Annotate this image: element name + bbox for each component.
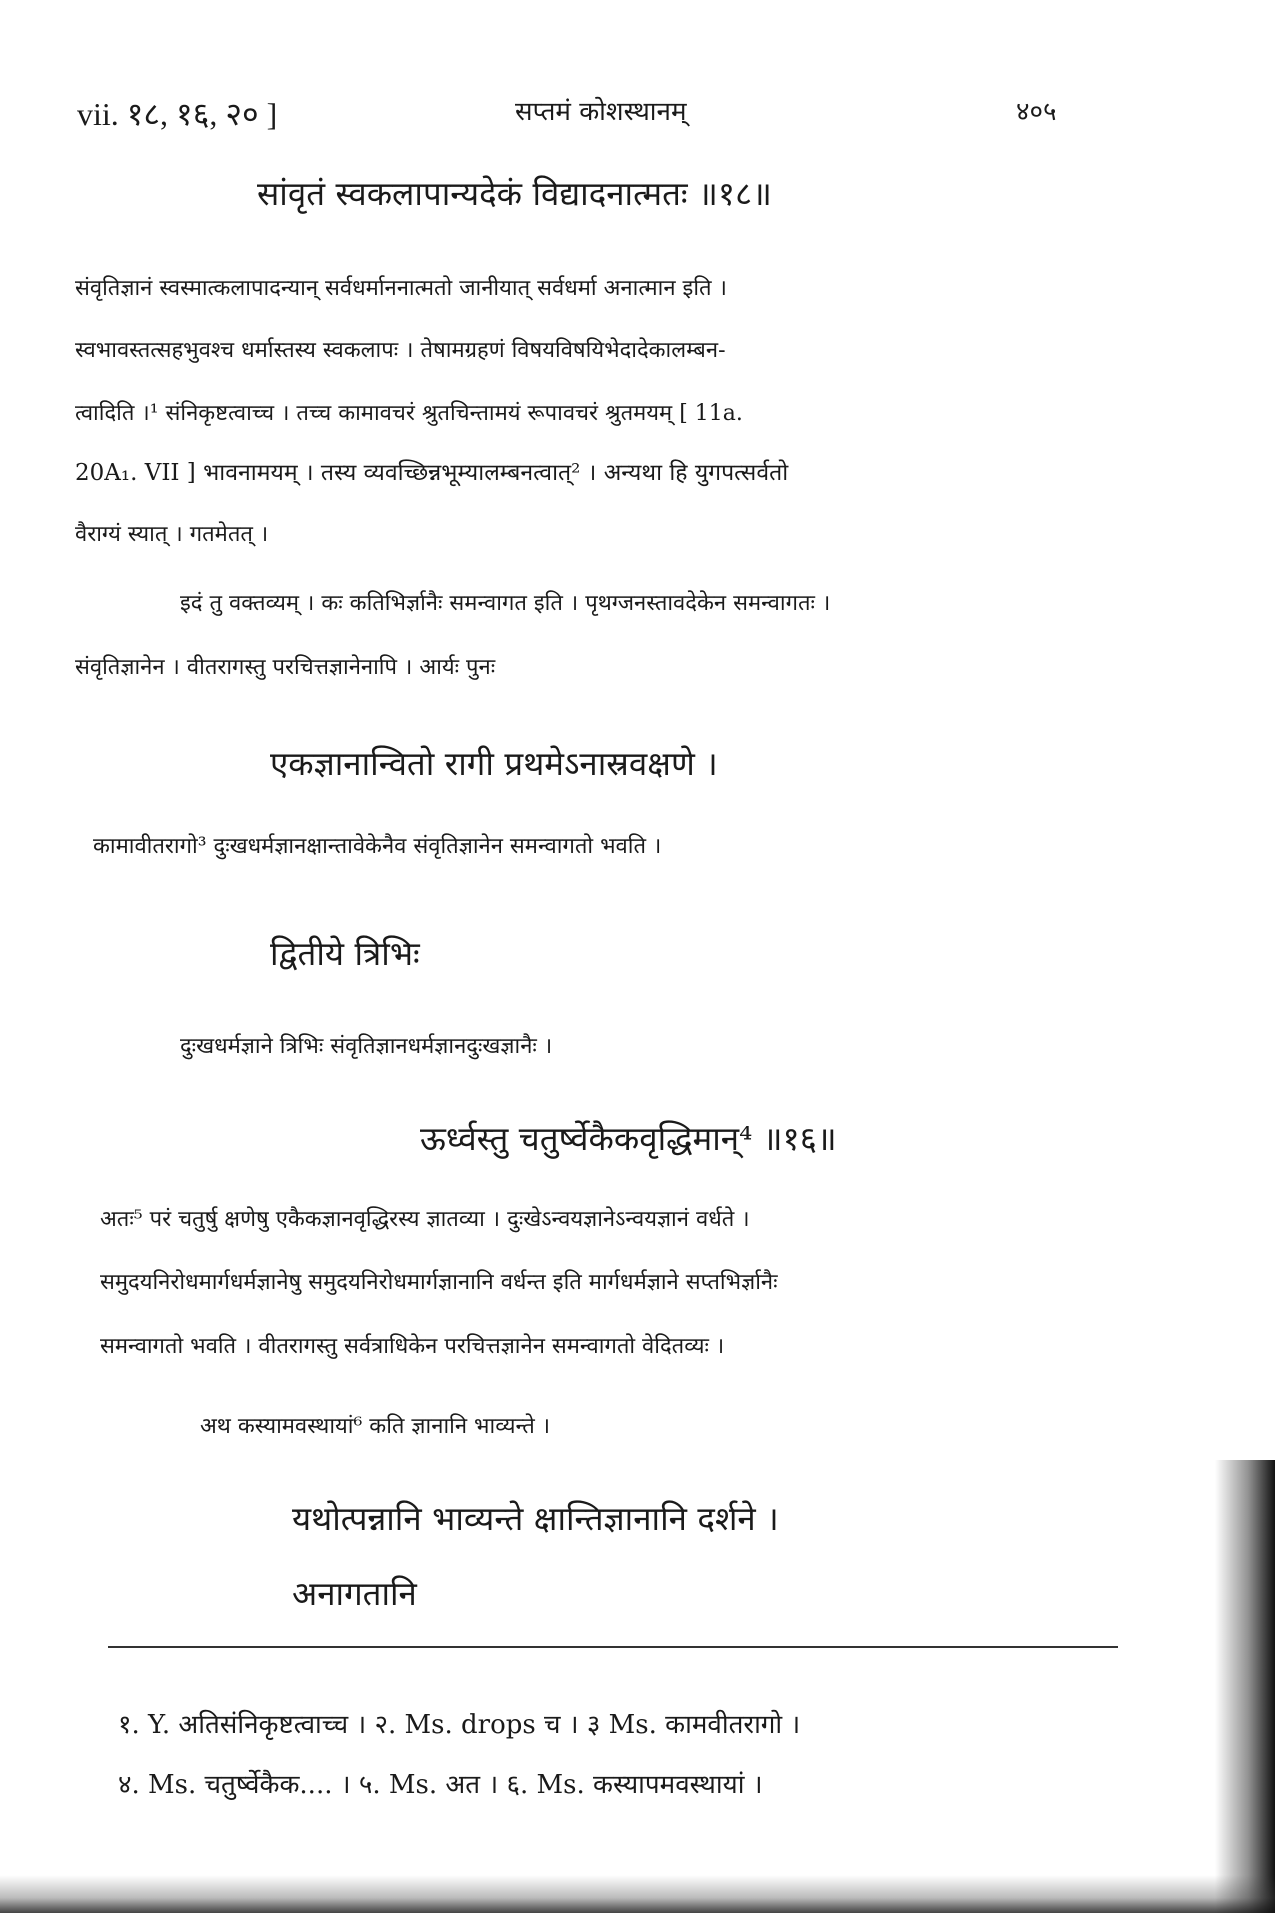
para1-line4: 20A₁. VII ] भावनामयम् । तस्य व्यवच्छिन्नभूम्यालम्बनत्वात्² । अन्यथा हि युगपत्सर्वतो (75, 460, 789, 486)
page-number: ४०५ (1016, 97, 1057, 127)
verse-19: ऊर्ध्वस्तु चतुर्ष्वेकैकवृद्धिमान्⁴ ॥१६॥ (420, 1119, 837, 1158)
footnotes-line1: १. Y. अतिसंनिकृष्टत्वाच्च । २. Ms. drops च । ३ Ms. कामवीतरागो । (118, 1710, 801, 1740)
para5-line1: अतः⁵ परं चतुर्षु क्षणेषु एकैकज्ञानवृद्धिरस्य ज्ञातव्या । दुःखेऽन्वयज्ञानेऽन्वयज्ञानं वर्धते । (100, 1207, 750, 1232)
para1-line5: वैराग्यं स्यात् । गतमेतत् । (75, 522, 269, 547)
para1-line2: स्वभावस्तत्सहभुवश्च धर्मास्तस्य स्वकलापः । तेषामग्रहणं विषयविषयिभेदादेकालम्बन- (75, 338, 726, 363)
scan-shadow-bottom (0, 1875, 1275, 1913)
verse-18: सांवृतं स्वकलापान्यदेकं विद्यादनात्मतः ॥१८॥ (257, 174, 772, 213)
para2-line1: इदं तु वक्तव्यम् । कः कतिभिर्ज्ञानैः समन्वागत इति । पृथग्जनस्तावदेकेन समन्वागतः । (180, 591, 831, 616)
para1-line3: त्वादिति ।¹ संनिकृष्टत्वाच्च । तच्च कामावचरं श्रुतचिन्तामयं रूपावचरं श्रुतमयम् [ 11a. (75, 401, 743, 426)
para4: दुःखधर्मज्ञाने त्रिभिः संवृतिज्ञानधर्मज्ञानदुःखज्ञानैः । (180, 1034, 553, 1059)
footnote-rule (108, 1646, 1118, 1648)
para5-line2: समुदयनिरोधमार्गधर्मज्ञानेषु समुदयनिरोधमार्गज्ञानानि वर्धन्त इति मार्गधर्मज्ञाने सप्तभिर्ज्ञानैः (100, 1270, 778, 1295)
verse-a: एकज्ञानान्वितो रागी प्रथमेऽनास्रवक्षणे । (270, 744, 718, 783)
para2-line2: संवृतिज्ञानेन । वीतरागस्तु परचित्तज्ञानेनापि । आर्यः पुनः (75, 655, 496, 680)
para5-line3: समन्वागतो भवति । वीतरागस्तु सर्वत्राधिकेन परचित्तज्ञानेन समन्वागतो वेदितव्यः । (100, 1334, 725, 1359)
para3: कामावीतरागो³ दुःखधर्मज्ञानक्षान्तावेकेनैव संवृतिज्ञानेन समन्वागतो भवति । (93, 834, 662, 859)
running-title: सप्तमं कोशस्थानम् (515, 97, 687, 127)
footnotes-line2: ४. Ms. चतुर्ष्वेकैक.... । ५. Ms. अत । ६. Ms. कस्यापमवस्थायां । (118, 1770, 763, 1800)
verse-20-line2: अनागतानि (292, 1574, 417, 1613)
header-reference: vii. १८, १६, २० ] (77, 96, 278, 132)
verse-20-line1: यथोत्पन्नानि भाव्यन्ते क्षान्तिज्ञानानि दर्शने । (292, 1499, 779, 1538)
verse-b: द्वितीये त्रिभिः (270, 934, 420, 973)
para6: अथ कस्यामवस्थायां⁶ कति ज्ञानानि भाव्यन्ते । (200, 1414, 551, 1439)
para1-line1: संवृतिज्ञानं स्वस्मात्कलापादन्यान् सर्वधर्माननात्मतो जानीयात् सर्वधर्मा अनात्मान इति । (75, 276, 727, 301)
scan-shadow-edge (1215, 1460, 1275, 1913)
